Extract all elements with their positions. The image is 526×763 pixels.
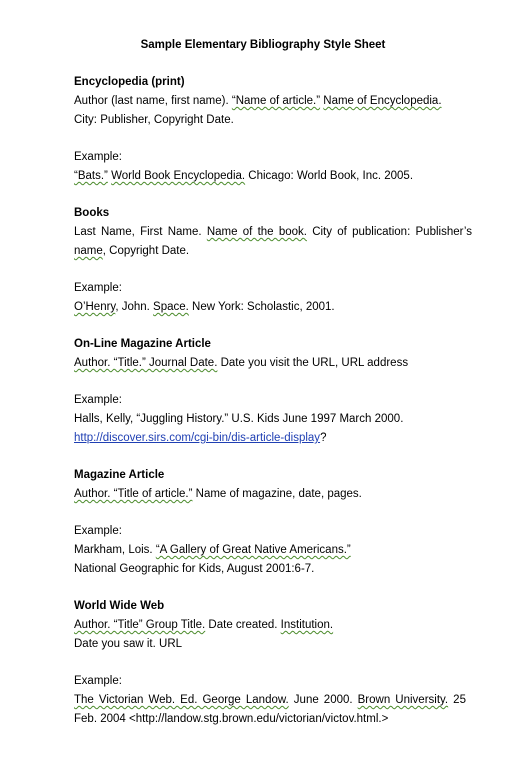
format-copyright: , Copyright Date. <box>102 245 190 257</box>
web-format-line-1 <box>74 618 494 633</box>
format-article-name: “Name of article.” <box>231 95 321 107</box>
online-magazine-example-line-2 <box>74 431 494 446</box>
format-author-article-title: Author. “Title of article.” <box>74 488 193 500</box>
section-heading-books: Books <box>74 207 110 219</box>
format-author: Last Name, First Name. <box>74 226 207 238</box>
question-mark: ? <box>320 432 327 444</box>
magazine-example-label: Example: <box>74 525 122 537</box>
format-book-name: Name of the book. <box>206 226 307 238</box>
books-format-line-1 <box>74 225 472 240</box>
section-heading-web: World Wide Web <box>74 600 165 612</box>
example-author: Markham, Lois. <box>74 544 156 556</box>
online-magazine-format-line-1 <box>74 356 494 371</box>
example-date: June 2000. <box>288 694 358 706</box>
section-heading-magazine: Magazine Article <box>74 469 165 481</box>
web-example-label: Example: <box>74 675 122 687</box>
section-heading-encyclopedia: Encyclopedia (print) <box>74 76 185 88</box>
example-site-editor: The Victorian Web. Ed. George Landow. <box>74 694 289 706</box>
books-example-line-1 <box>74 300 494 315</box>
online-magazine-example-line-1: Halls, Kelly, “Juggling History.” U.S. Kids June 1997 March 2000. <box>74 413 404 425</box>
format-institution: Institution. <box>280 619 334 631</box>
magazine-example-line-2: National Geographic for Kids, August 2001:6-7. <box>74 563 315 575</box>
page-title: Sample Elementary Bibliography Style Sheet <box>140 39 386 51</box>
example-author-first: , John. <box>115 301 154 313</box>
example-encyclopedia: World Book Encyclopedia. <box>111 170 246 182</box>
encyclopedia-format-line-1 <box>74 94 494 109</box>
example-article-title: “A Gallery of Great Native Americans.” <box>155 544 351 556</box>
books-format-line-2 <box>74 244 494 259</box>
encyclopedia-example-label: Example: <box>74 151 122 163</box>
encyclopedia-format-line-2: City: Publisher, Copyright Date. <box>74 114 234 126</box>
magazine-format-line-1 <box>74 487 494 502</box>
example-book-title: Space. <box>153 301 189 313</box>
format-publication: City of publication: Publisher’s <box>306 226 472 238</box>
web-format-line-2: Date you saw it. URL <box>74 638 183 650</box>
format-encyclopedia-name: Name of Encyclopedia. <box>323 95 442 107</box>
section-heading-online-magazine: On-Line Magazine Article <box>74 338 211 350</box>
encyclopedia-example-line-1 <box>74 169 494 184</box>
example-url-link[interactable]: http://discover.sirs.com/cgi-bin/dis-article-display <box>74 432 321 444</box>
format-url-info: Date you visit the URL, URL address <box>217 357 409 369</box>
books-example-label: Example: <box>74 282 122 294</box>
format-magazine-info: Name of magazine, date, pages. <box>192 488 362 500</box>
format-date-created: Date created. <box>205 619 281 631</box>
format-publisher-name: name <box>74 245 103 257</box>
format-author-title-group: Author. “Title” Group Title. <box>74 619 206 631</box>
web-example-line-2: Feb. 2004 <http://landow.stg.brown.edu/victorian/victov.html.> <box>74 713 389 725</box>
example-article: “Bats.” <box>74 170 108 182</box>
format-author: Author (last name, first name). <box>74 95 232 107</box>
magazine-example-line-1 <box>74 543 494 558</box>
web-example-line-1 <box>74 693 466 708</box>
example-publisher: Chicago: World Book, Inc. 2005. <box>245 170 414 182</box>
example-day: 25 <box>448 694 466 706</box>
example-author-last: O’Henry <box>74 301 116 313</box>
format-author-title-journal: Author. “Title.” Journal Date. <box>74 357 218 369</box>
example-institution: Brown University. <box>357 694 449 706</box>
example-publisher: New York: Scholastic, 2001. <box>188 301 335 313</box>
online-magazine-example-label: Example: <box>74 394 122 406</box>
